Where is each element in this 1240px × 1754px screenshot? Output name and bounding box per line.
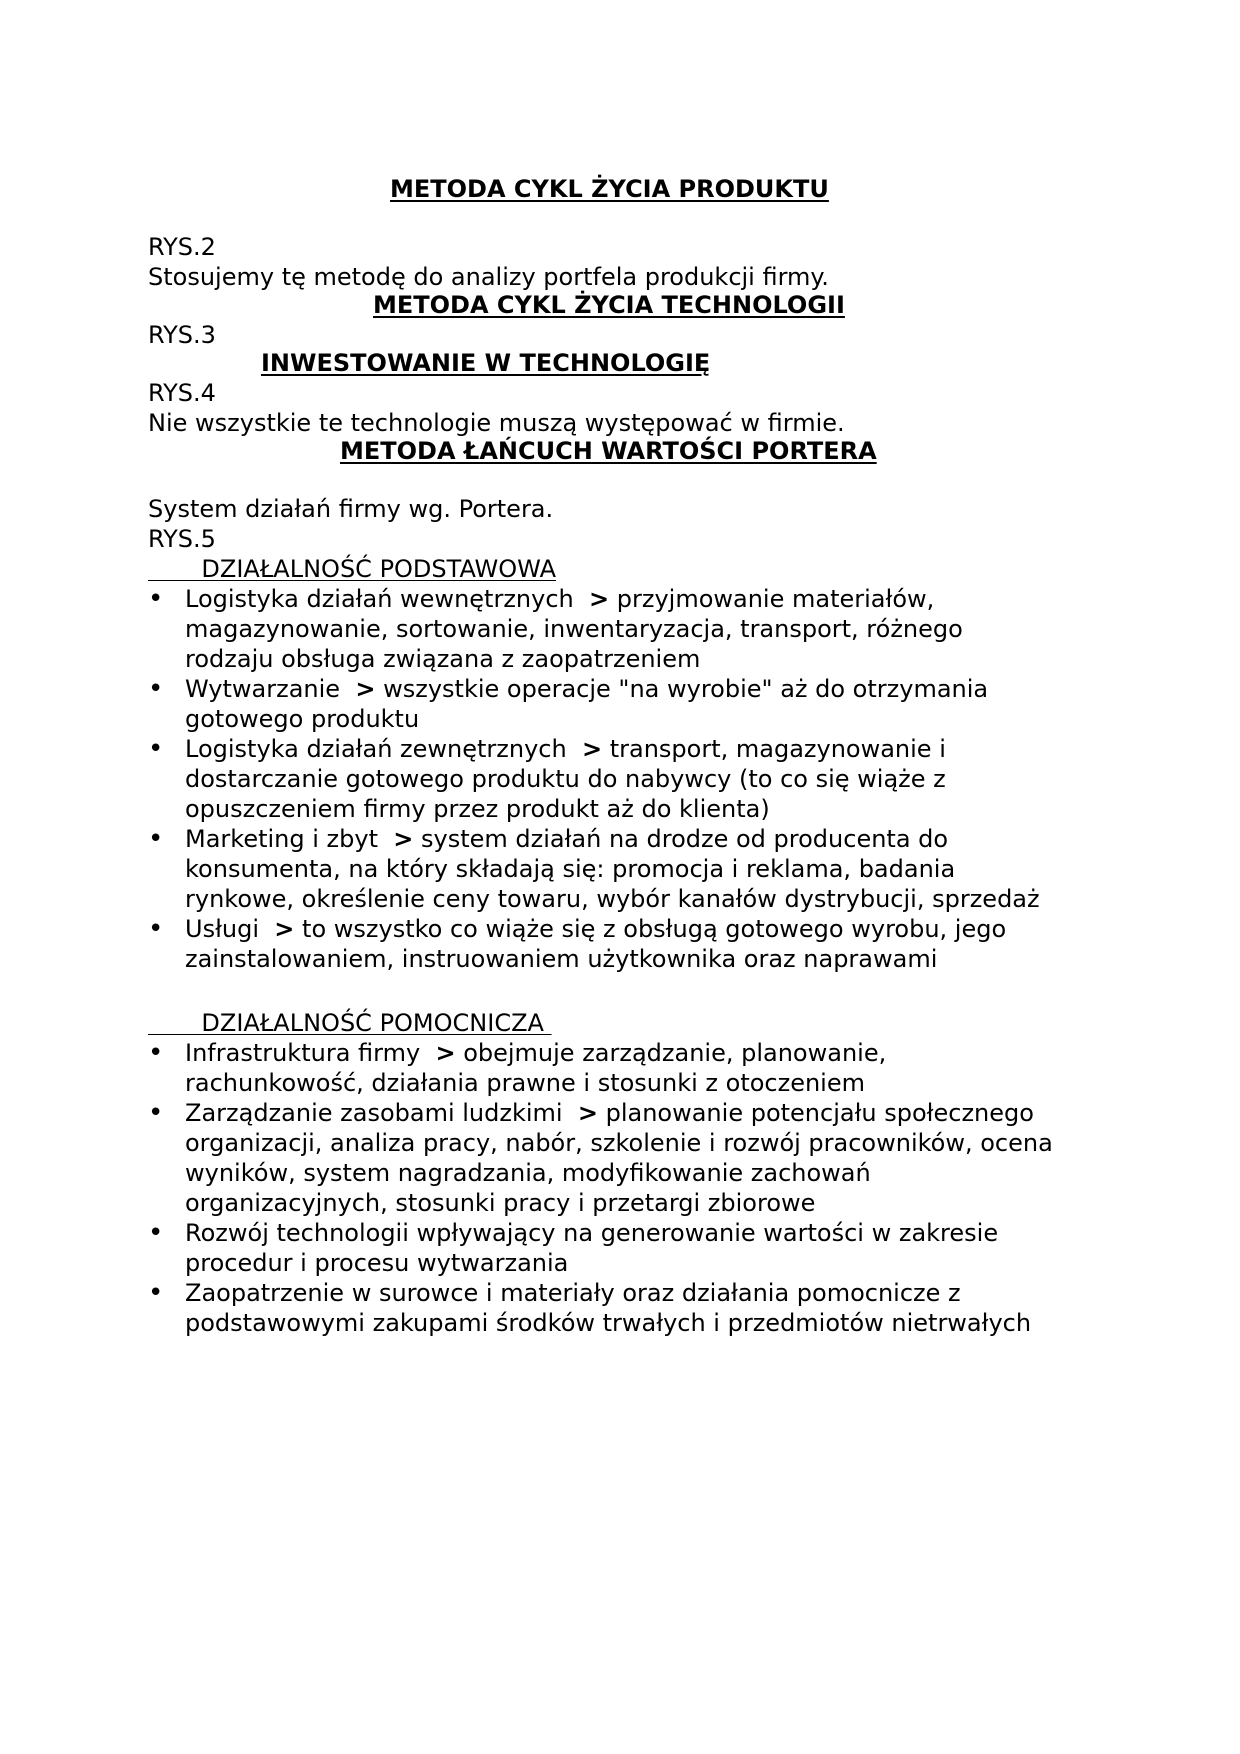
list-item-continuation-line: organizacyjnych, stosunki pracy i przetargi zbiorowe <box>185 1189 816 1217</box>
heading-porter-value-chain: METODA ŁAŃCUCH WARTOŚCI PORTERA <box>340 437 877 465</box>
list-item-continuation-line: rynkowe, określenie ceny towaru, wybór kanałów dystrybucji, sprzedaż <box>185 885 1040 913</box>
figure-ref-rys3: RYS.3 <box>148 321 216 349</box>
list-item-continuation-line: konsumenta, na który składają się: promocja i reklama, badania <box>185 855 956 883</box>
primary-activities-list <box>148 584 1108 974</box>
list-item-description: planowanie potencjału społecznego <box>605 1099 1034 1127</box>
arrow-icon: > <box>577 1099 598 1127</box>
list-item-first-line <box>185 674 1108 704</box>
paragraph-technologies-note: Nie wszystkie te technologie muszą występować w firmie. <box>148 409 845 437</box>
list-item-first-line <box>185 824 1108 854</box>
arrow-icon: > <box>435 1039 456 1067</box>
figure-ref-rys5: RYS.5 <box>148 525 216 553</box>
list-item-continuation-line: rachunkowość, działania prawne i stosunki z otoczeniem <box>185 1069 865 1097</box>
list-item-term: Marketing i zbyt <box>185 825 378 853</box>
list-item <box>148 824 1108 914</box>
list-item-continuation-line: dostarczanie gotowego produktu do nabywcy (to co się wiąże z <box>185 765 946 793</box>
list-item <box>148 584 1108 674</box>
heading-investing-in-technology: INWESTOWANIE W TECHNOLOGIĘ <box>261 349 711 377</box>
list-item <box>148 1218 1108 1278</box>
list-item-term: Logistyka działań wewnętrznych <box>185 585 574 613</box>
list-item-description: transport, magazynowanie i <box>609 735 946 763</box>
list-item-first-line: • Rozwój technologii wpływający na generowanie wartości w zakresie <box>185 1219 999 1247</box>
list-item <box>148 674 1108 734</box>
arrow-icon: > <box>274 915 295 943</box>
list-item-term: Infrastruktura firmy <box>185 1039 421 1067</box>
paragraph-portfolio-analysis: Stosujemy tę metodę do analizy portfela produkcji firmy. <box>148 263 829 291</box>
arrow-icon: > <box>589 585 610 613</box>
list-item-first-line <box>185 1098 1108 1128</box>
list-item-continuation-line: gotowego produktu <box>185 705 420 733</box>
figure-ref-rys4: RYS.4 <box>148 379 216 407</box>
list-item-first-line <box>185 1038 1108 1068</box>
list-item-term: Wytwarzanie <box>185 675 341 703</box>
heading-technology-life-cycle: METODA CYKL ŻYCIA TECHNOLOGII <box>373 291 845 319</box>
list-item-continuation-line: rodzaju obsługa związana z zaopatrzeniem <box>185 645 701 673</box>
list-item-term: Usługi <box>185 915 260 943</box>
list-item-continuation-line: wyników, system nagradzania, modyfikowanie zachowań <box>185 1159 871 1187</box>
list-item <box>148 1098 1108 1218</box>
list-item-continuation-line: procedur i procesu wytwarzania <box>185 1249 569 1277</box>
paragraph-porter-system: System działań firmy wg. Portera. <box>148 495 554 523</box>
support-activities-list <box>148 1038 1108 1338</box>
list-item-continuation-line: opuszczeniem firmy przez produkt aż do klienta) <box>185 795 770 823</box>
list-item-description: system działań na drodze od producenta do <box>421 825 949 853</box>
list-item-continuation-line: zainstalowaniem, instruowaniem użytkownika oraz naprawami <box>185 945 938 973</box>
list-item-description: wszystkie operacje "na wyrobie" aż do otrzymania <box>383 675 989 703</box>
arrow-icon: > <box>393 825 414 853</box>
arrow-icon: > <box>581 735 603 763</box>
figure-ref-rys2: RYS.2 <box>148 233 216 261</box>
list-item-description: obejmuje zarządzanie, planowanie, <box>463 1039 887 1067</box>
list-item <box>148 734 1108 824</box>
list-item-description: przyjmowanie materiałów, <box>616 585 935 613</box>
list-item-first-line: • Zaopatrzenie w surowce i materiały oraz działania pomocnicze z <box>185 1279 961 1307</box>
list-item-continuation-line: organizacji, analiza pracy, nabór, szkolenie i rozwój pracowników, ocena <box>185 1129 1053 1157</box>
list-item-description: to wszystko co wiąże się z obsługą gotowego wyrobu, jego <box>302 915 1007 943</box>
list-item-first-line <box>185 584 1108 614</box>
list-item-continuation-line: podstawowymi zakupami środków trwałych i przedmiotów nietrwałych <box>185 1309 1032 1337</box>
heading-product-life-cycle: METODA CYKL ŻYCIA PRODUKTU <box>390 175 829 203</box>
list-item <box>148 914 1108 974</box>
list-item-term: Zarządzanie zasobami ludzkimi <box>185 1099 563 1127</box>
list-item <box>148 1038 1108 1098</box>
section-primary-activities: DZIAŁALNOŚĆ PODSTAWOWA <box>148 555 556 583</box>
list-item-first-line <box>185 914 1108 944</box>
list-item <box>148 1278 1108 1338</box>
list-item-continuation-line: magazynowanie, sortowanie, inwentaryzacja, transport, różnego <box>185 615 963 643</box>
section-support-activities: DZIAŁALNOŚĆ POMOCNICZA <box>148 1009 552 1037</box>
arrow-icon: > <box>355 675 376 703</box>
list-item-first-line <box>185 734 1108 764</box>
list-item-term: Logistyka działań zewnętrznych <box>185 735 567 763</box>
